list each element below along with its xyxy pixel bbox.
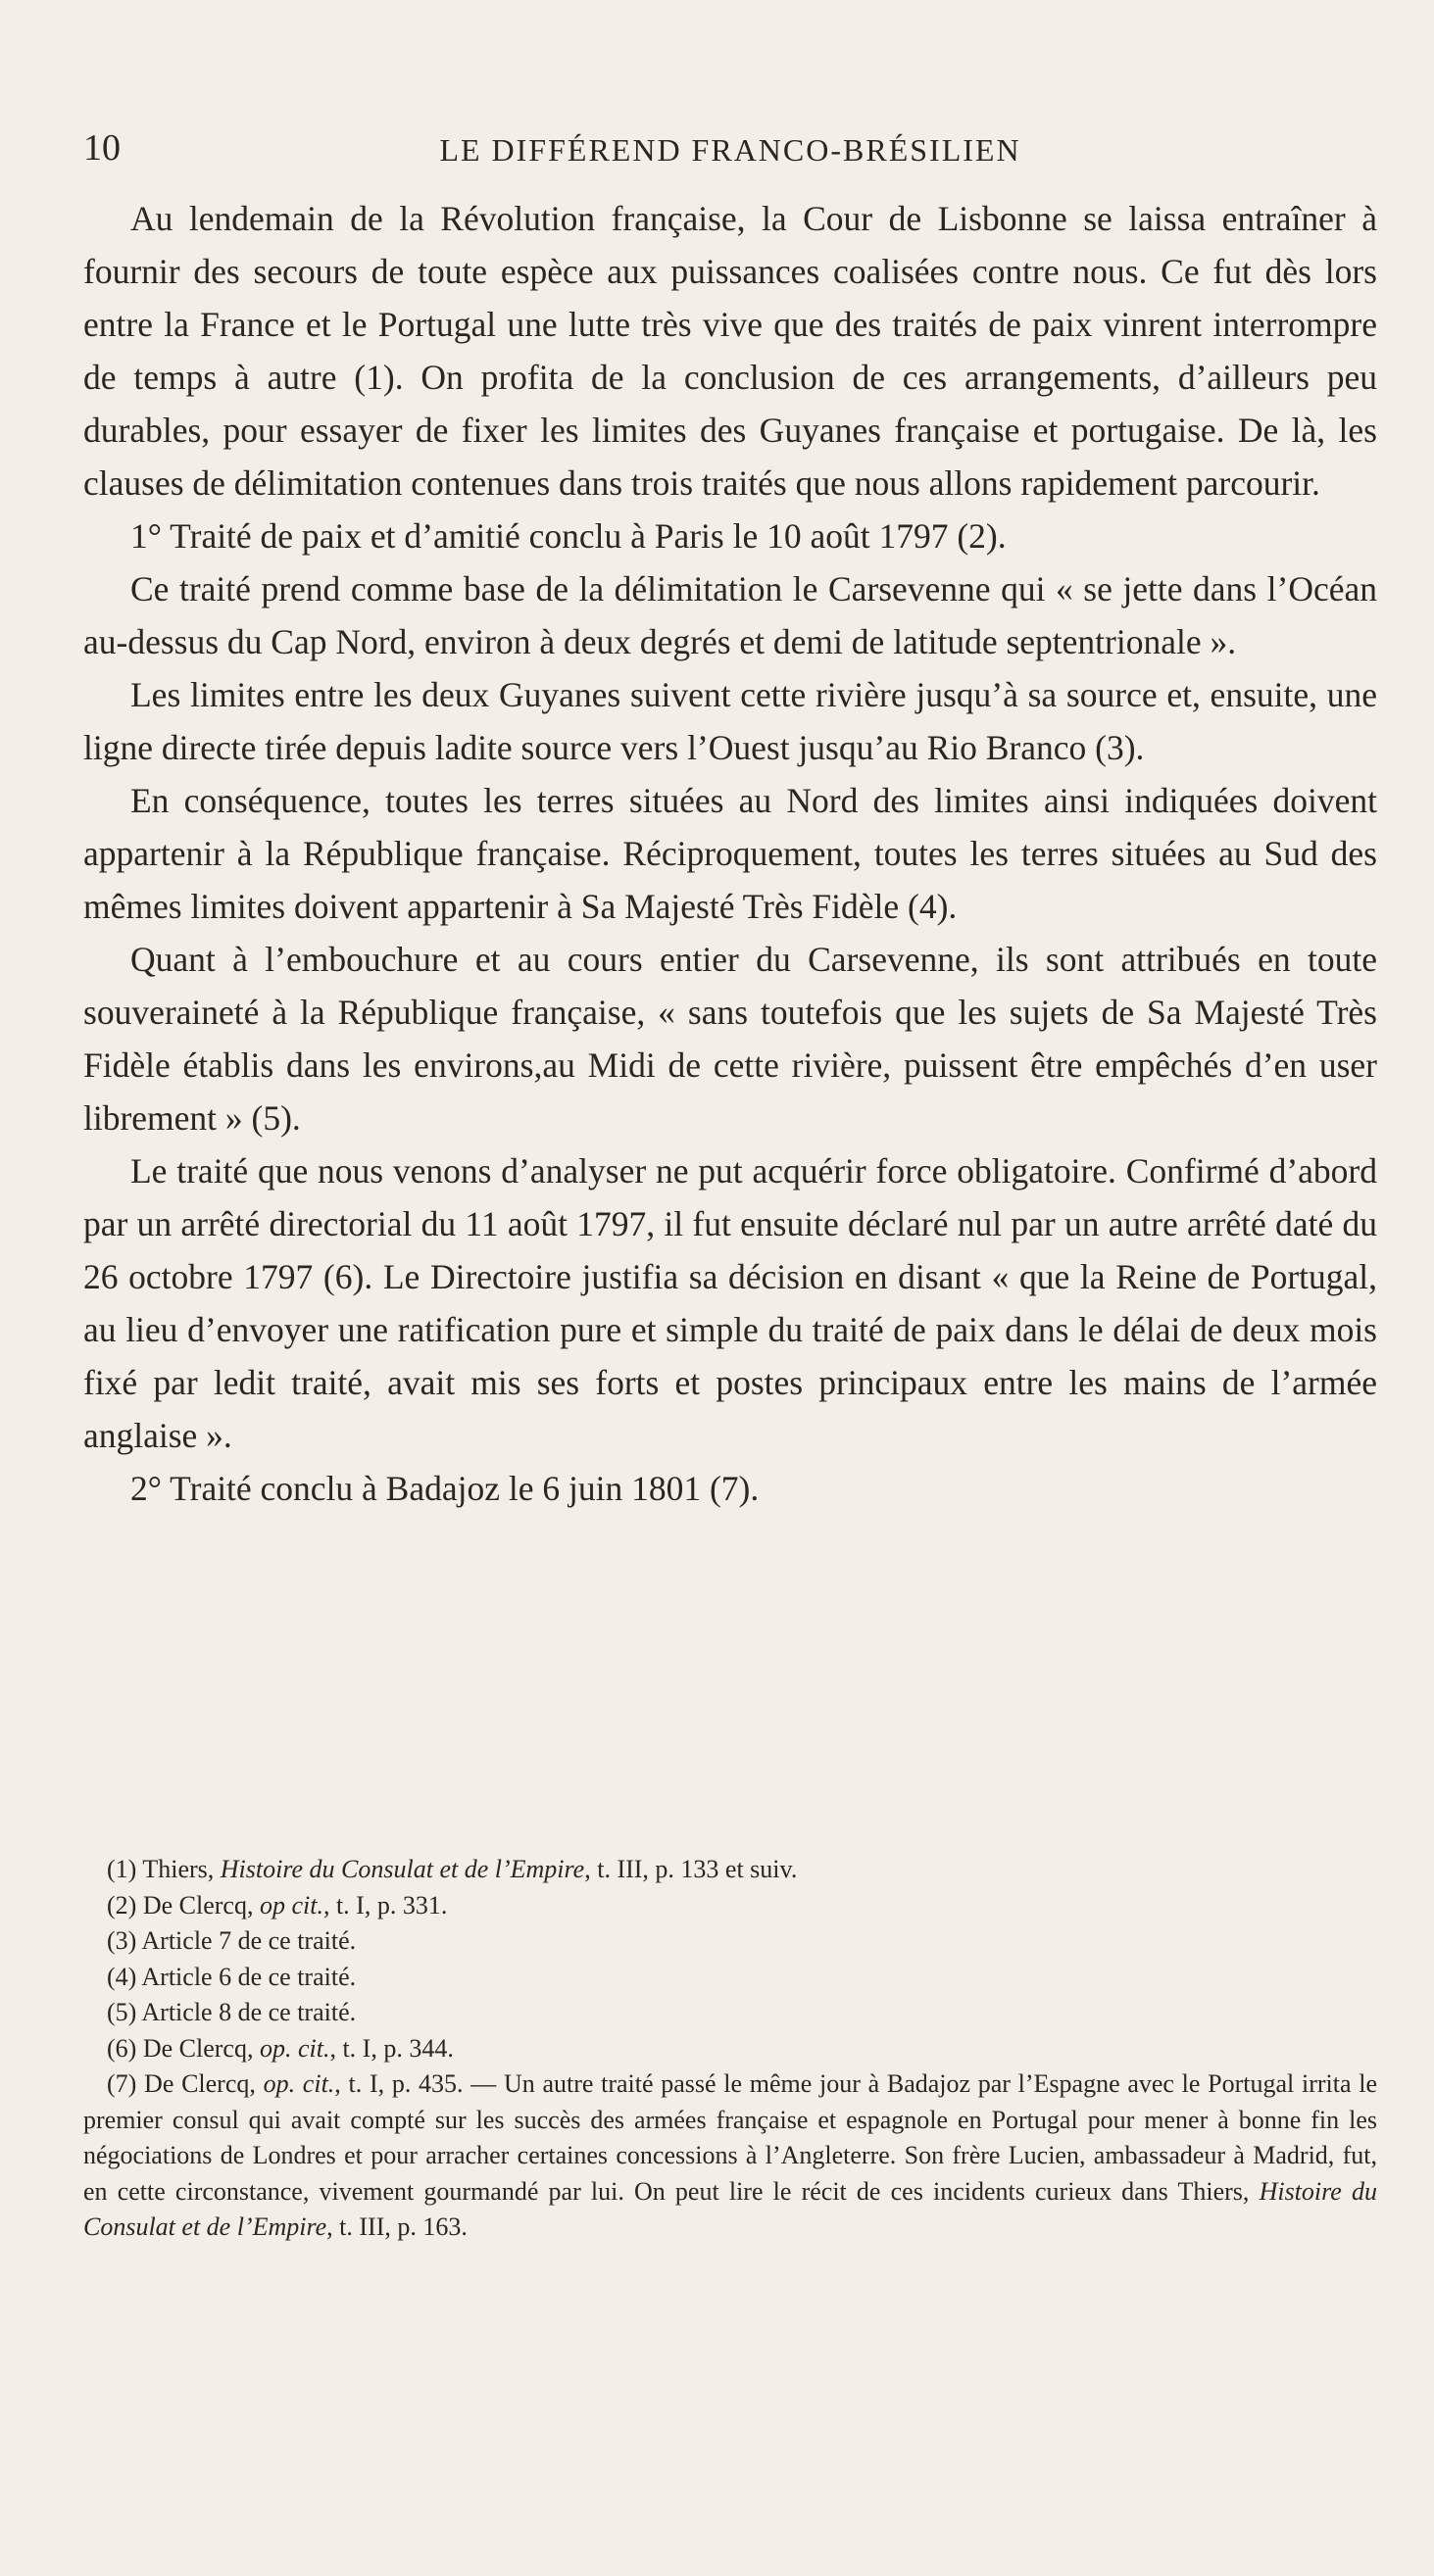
- footnote-4: (4) Article 6 de ce traité.: [107, 1962, 357, 1991]
- paragraph-river-mouth: Quant à l’embouchure et au cours entier du Carsevenne, ils sont attribués en toute souveraineté à la République française, « sans toutefois que les sujets de Sa Majesté Très Fidèle établis dans les environs,au Midi de cette rivière, puissent être empêchés d’en user librement » (5).: [83, 940, 1377, 1138]
- paragraph-treaty-2-heading: 2° Traité conclu à Badajoz le 6 juin 1801 (7).: [130, 1469, 760, 1508]
- footnote-3: (3) Article 7 de ce traité.: [107, 1926, 357, 1955]
- paragraph-territories: En conséquence, toutes les terres situées au Nord des limites ainsi indiquées doivent appartenir à la République française. Réciproquement, toutes les terres situées au Sud des mêmes limites doivent appartenir à Sa Majesté Très Fidèle (4).: [83, 781, 1377, 926]
- footnotes: [83, 1852, 1377, 2246]
- paragraph-treaty-annulled: Le traité que nous venons d’analyser ne put acquérir force obligatoire. Confirmé d’abord par un arrêté directorial du 11 août 1797, il fut ensuite déclaré nul par un autre arrêté daté du 26 octobre 1797 (6). Le Directoire justifia sa décision en disant « que la Reine de Portugal, au lieu d’envoyer une ratification pure et simple du traité de paix dans le délai de deux mois fixé par ledit traité, avait mis ses forts et postes principaux entre les mains de l’armée anglaise ».: [83, 1151, 1377, 1455]
- running-head: LE DIFFÉREND FRANCO-BRÉSILIEN: [439, 132, 1021, 168]
- body-text: [83, 192, 1377, 1515]
- footnote-1: (1) Thiers, Histoire du Consulat et de l’Empire, t. III, p. 133 et suiv.: [107, 1855, 798, 1883]
- paragraph-limits-course: Les limites entre les deux Guyanes suivent cette rivière jusqu’à sa source et, ensuite, une ligne directe tirée depuis ladite source vers l’Ouest jusqu’au Rio Branco (3).: [83, 675, 1377, 767]
- footnote-7: (7) De Clercq, op. cit., t. I, p. 435. — Un autre traité passé le même jour à Badajoz par l’Espagne avec le Portugal irrita le premier consul qui avait compté sur les succès des armées française et espagnole en Portugal pour mener à bonne fin les négociations de Londres et pour arracher certaines concessions à l’Angleterre. Son frère Lucien, ambassadeur à Madrid, fut, en cette circonstance, vivement gourmandé par lui. On peut lire le récit de ces incidents curieux dans Thiers, Histoire du Consulat et de l’Empire, t. III, p. 163.: [83, 2069, 1377, 2241]
- footnote-6: (6) De Clercq, op. cit., t. I, p. 344.: [107, 2033, 454, 2063]
- paragraph-intro: Au lendemain de la Révolution française, la Cour de Lisbonne se laissa entraîner à fournir des secours de toute espèce aux puissances coalisées contre nous. Ce fut dès lors entre la France et le Portugal une lutte très vive que des traités de paix vinrent interrompre de temps à autre (1). On profita de la conclusion de ces arrangements, d’ailleurs peu durables, pour essayer de fixer les limites des Guyanes française et portugaise. De là, les clauses de délimitation contenues dans trois traités que nous allons rapidement parcourir.: [83, 199, 1377, 503]
- footnote-2: (2) De Clercq, op cit., t. I, p. 331.: [107, 1890, 448, 1920]
- footnote-5: (5) Article 8 de ce traité.: [107, 1998, 357, 2026]
- paragraph-carsevenne-basis: Ce traité prend comme base de la délimitation le Carsevenne qui « se jette dans l’Océan au-dessus du Cap Nord, environ à deux degrés et demi de latitude septentrionale ».: [83, 569, 1377, 661]
- page-header: [83, 123, 1377, 172]
- page-number: 10: [83, 127, 121, 169]
- paragraph-treaty-1-heading: 1° Traité de paix et d’amitié conclu à Paris le 10 août 1797 (2).: [130, 516, 1007, 556]
